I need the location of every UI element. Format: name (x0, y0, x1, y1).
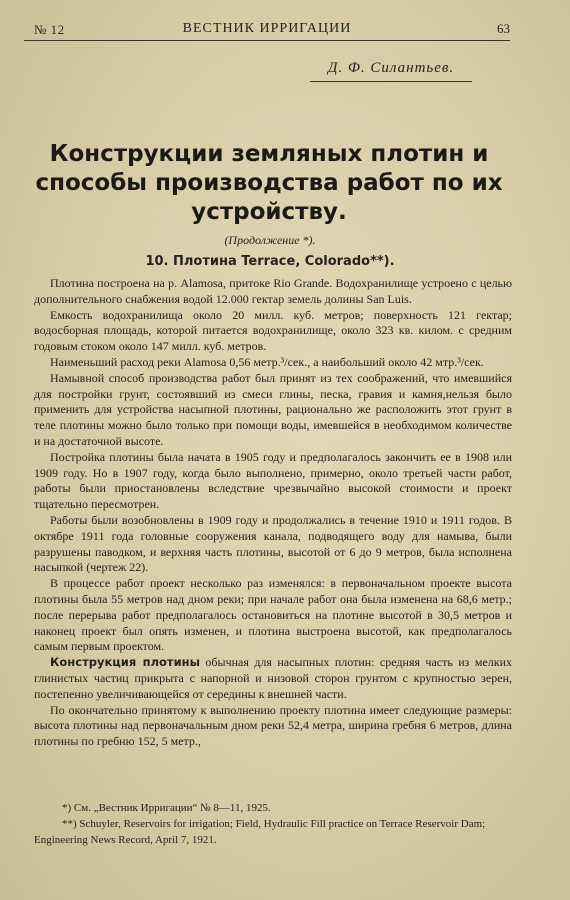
paragraph: Намывной способ производства работ был принят из тех соображений, что имевшийся для постройки грунт, состоявший из смеси глины, песка, гравия и камня,нельзя было применить для устройства насыпной плотины, рационально же расположить этот грунт в теле плотины можно было только при помощи воды, имевшейся в необходимом количестве и на достаточной высоте. (34, 370, 512, 448)
paragraph: Емкость водохранилища около 20 милл. куб. метров; поверхность 121 гектар; водосборная площадь, которой питается водохранилище, около 323 кв. килом. с средним годовым стоком около 147 милл. куб. метров. (34, 307, 512, 354)
page-number: 63 (497, 21, 510, 36)
paragraph: Работы были возобновлены в 1909 году и продолжались в течение 1910 и 1911 годов. В октябре 1911 года головные сооружения канала, подводящего воду для намыва, были разрушены паводком, и верхняя часть плотины, высотой от 6 до 9 метров, была исполнена насыпкой (чертеж 22). (34, 512, 512, 575)
paragraph: По окончательно принятому к выполнению проекту плотина имеет следующие размеры: высота плотины над первоначальным дном реки 52,4 метра, ширина гребня 6 метров, длина плотины по гребню 152, 5 метр., (34, 702, 512, 749)
construction-text: обычная для насыпных плотин: средняя часть из мелких глинистых частиц прикрыта с напорной и низовой сторон грунтом с крупностью зерен, постепенно увеличивающейся от середины к внешней части. (34, 655, 512, 701)
paragraph: Наименьший расход реки Alamosa 0,56 метр.³/сек., а наибольший около 42 мтр.³/сек. (50, 354, 484, 369)
section-heading: 10. Плотина Terrace, Colorado**). (145, 254, 395, 269)
construction-paragraph (34, 655, 512, 702)
author-name: Д. Ф. Силантьев. (310, 60, 472, 82)
construction-label: Конструкция плотины (50, 655, 200, 670)
paragraph: Плотина построена на р. Alamosa, притоке Rio Grande. Водохранилище устроено с целью дополнительного снабжения водой 12.000 гектар земель долины San Luis. (34, 276, 512, 306)
paragraph: В процессе работ проект несколько раз изменялся: в первоначальном проекте высота плотины была 55 метров над дном реки; при начале работ она была изменена на 68,6 метр.; после перерыва работ предполагалось остановиться на плотине высотой в 30,5 метров и наконец проект был опять изменен, и плотина выстроена высотой, как предполагалось самым первым проектом. (34, 576, 512, 654)
paragraph: Постройка плотины была начата в 1905 году и предполагалось закончить ее в 1908 или 1909 году. Но в 1907 году, когда было выполнено, примерно, около третьей части работ, работы были приостановлены вследствие чрезвычайно высокой стоимости и проект тщательно пересмотрен. (34, 449, 512, 512)
footnote: **) Schuyler, Reservoirs for irrigation; Field, Hydraulic Fill practice on Terrace Reservoir Dam; Engineering News Record, April 7, 1921. (34, 818, 486, 846)
footnotes (34, 800, 512, 848)
journal-title: ВЕСТНИК ИРРИГАЦИИ (182, 21, 352, 36)
continuation-note (0, 233, 540, 248)
article-title: Конструкции земляных плотин и способы производства работ по их устройству. (35, 141, 503, 225)
issue-number: № 12 (34, 22, 65, 37)
continuation-text: (Продолжение *). (224, 233, 316, 247)
article-body (34, 276, 512, 750)
running-header (24, 14, 510, 41)
footnote: *) См. „Вестник Ирригации“ № 8—11, 1925. (62, 802, 271, 814)
